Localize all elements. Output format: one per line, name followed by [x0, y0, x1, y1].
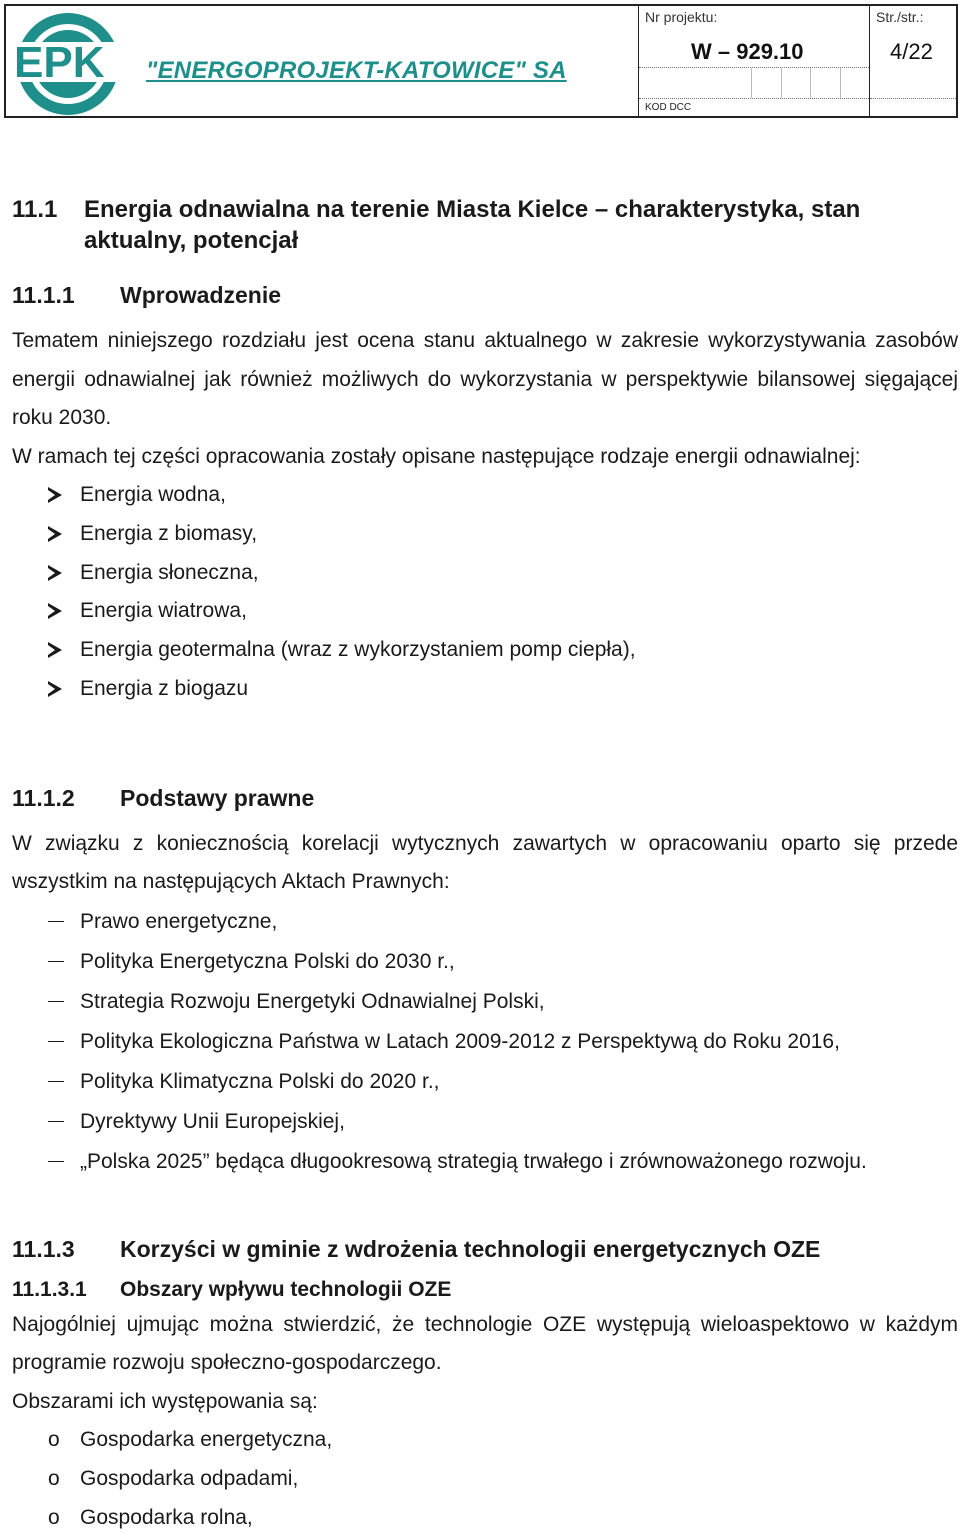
- dash-bullet-icon: [48, 961, 64, 962]
- page-number: 4/22: [890, 39, 933, 64]
- list-item: Energia geotermalna (wraz z wykorzystaniem pomp ciepła),: [12, 631, 958, 670]
- subsection-heading-intro: [12, 280, 958, 310]
- dash-bullet-icon: [48, 1161, 64, 1162]
- subsection-title: Wprowadzenie: [120, 282, 282, 308]
- project-cell: [639, 6, 870, 116]
- project-label: Nr projektu:: [645, 9, 718, 25]
- kod-dcc-label: KOD DCC: [645, 102, 692, 113]
- circle-bullet-icon: o: [48, 1467, 60, 1491]
- paragraph: Tematem niniejszego rozdziału jest ocena stanu aktualnego w zakresie wykorzystywania zasobów energii odnawialnej jak również możliwych do wykorzystania w perspektywie bilansowej sięgającej roku 2030.: [12, 329, 958, 429]
- list-item: Strategia Rozwoju Energetyki Odnawialnej Polski,: [12, 982, 958, 1022]
- section-heading: [12, 194, 958, 256]
- subsection-title: Podstawy prawne: [120, 784, 315, 811]
- page-label: Str./str.:: [876, 9, 924, 25]
- code-boxes: [751, 68, 869, 98]
- arrow-bullet-icon: [48, 526, 62, 542]
- list-item: o Gospodarka rolna,: [12, 1499, 958, 1538]
- subsubsection-title: Obszary wpływu technologii OZE: [120, 1277, 452, 1301]
- subsubsection-number: 11.1.3.1: [12, 1277, 87, 1301]
- document-body: [12, 190, 958, 1538]
- list-item: Polityka Energetyczna Polski do 2030 r.,: [12, 942, 958, 982]
- arrow-bullet-icon: [48, 487, 62, 503]
- list-item: Prawo energetyczne,: [12, 902, 958, 942]
- dash-bullet-icon: [48, 1081, 64, 1082]
- energy-type-list: [12, 476, 958, 709]
- arrow-bullet-icon: [48, 681, 62, 697]
- list-item: Energia z biomasy,: [12, 515, 958, 554]
- arrow-bullet-icon: [48, 642, 62, 658]
- list-item: Energia z biogazu: [12, 670, 958, 709]
- subsection-number: 11.1.1: [12, 282, 75, 308]
- list-item: „Polska 2025” będąca długookresową strategią trwałego i zrównoważonego rozwoju.: [12, 1142, 958, 1182]
- circle-bullet-icon: o: [48, 1505, 60, 1529]
- dash-bullet-icon: [48, 1041, 64, 1042]
- divider: [870, 98, 956, 99]
- areas-list: [12, 1421, 958, 1537]
- list-item: Polityka Klimatyczna Polski do 2020 r.,: [12, 1062, 958, 1102]
- subsection-number: 11.1.3: [12, 1235, 75, 1262]
- logo-text: EPK: [14, 38, 105, 87]
- dash-bullet-icon: [48, 1001, 64, 1002]
- epk-logo-icon: [12, 10, 124, 118]
- page-header: [4, 4, 958, 118]
- paragraph: W związku z koniecznością korelacji wytycznych zawartych w opracowaniu oparto się przede wszystkim na następujących Aktach Prawnych:: [12, 831, 958, 894]
- company-name: "ENERGOPROJEKT-KATOWICE" SA: [146, 57, 567, 84]
- list-item: Energia wodna,: [12, 476, 958, 515]
- list-item: Energia wiatrowa,: [12, 592, 958, 631]
- subsection-title: Korzyści w gminie z wdrożenia technologii energetycznych OZE: [120, 1235, 821, 1262]
- paragraph: Najogólniej ujmując można stwierdzić, że technologie OZE występują wieloaspektowo w każdym programie rozwoju społeczno-gospodarczego.: [12, 1312, 958, 1375]
- arrow-bullet-icon: [48, 565, 62, 581]
- page-cell: [870, 6, 956, 116]
- list-item: Energia słoneczna,: [12, 554, 958, 593]
- paragraph: W ramach tej części opracowania zostały opisane następujące rodzaje energii odnawialnej:: [12, 444, 861, 468]
- subsection-heading-benefits: [12, 1234, 958, 1264]
- dash-bullet-icon: [48, 1121, 64, 1122]
- circle-bullet-icon: o: [48, 1428, 60, 1452]
- list-item: o Gospodarka energetyczna,: [12, 1421, 958, 1460]
- section-number: 11.1: [12, 196, 58, 223]
- paragraph: Obszarami ich występowania są:: [12, 1389, 318, 1413]
- subsection-number: 11.1.2: [12, 784, 75, 811]
- logo-cell: [6, 6, 639, 116]
- list-item: Dyrektywy Unii Europejskiej,: [12, 1102, 958, 1142]
- list-item: Polityka Ekologiczna Państwa w Latach 2009-2012 z Perspektywą do Roku 2016,: [12, 1022, 958, 1062]
- arrow-bullet-icon: [48, 603, 62, 619]
- project-number: W – 929.10: [691, 39, 804, 64]
- divider: [639, 98, 869, 99]
- list-item: o Gospodarka odpadami,: [12, 1460, 958, 1499]
- subsubsection-heading: [12, 1276, 958, 1304]
- section-title: Energia odnawialna na terenie Miasta Kielce – charakterystyka, stan aktualny, potencjał: [84, 196, 861, 254]
- subsection-heading-legal: [12, 783, 958, 813]
- dash-bullet-icon: [48, 921, 64, 922]
- legal-acts-list: [12, 902, 958, 1182]
